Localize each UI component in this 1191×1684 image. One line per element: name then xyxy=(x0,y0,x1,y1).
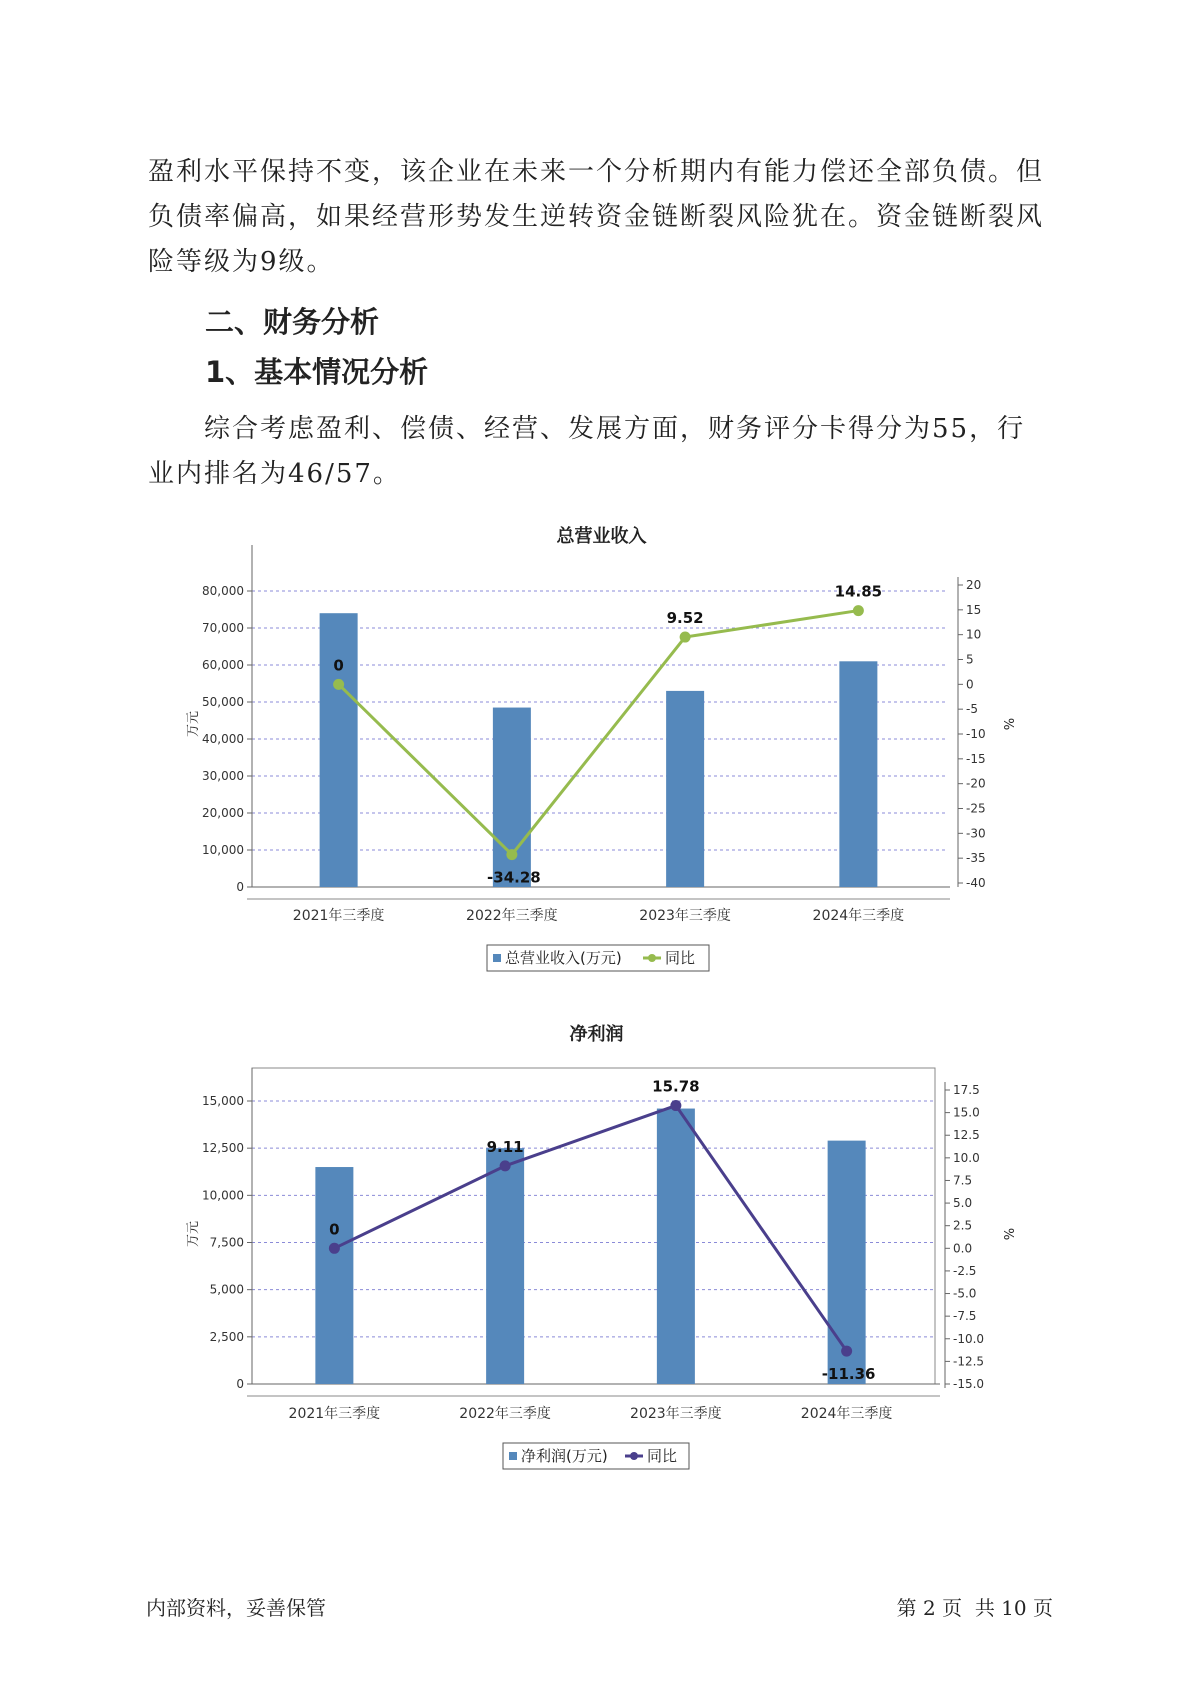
revenue-y2-tick-label: -15 xyxy=(966,751,986,766)
revenue-bar xyxy=(839,661,877,887)
profit-y2-tick-label: 10.0 xyxy=(953,1150,980,1165)
revenue-y-tick-label: 0 xyxy=(236,880,244,894)
revenue-legend-bar-swatch xyxy=(493,954,501,962)
paragraph-score: 综合考虑盈利、偿债、经营、发展方面，财务评分卡得分为55，行业内排名为46/57。 xyxy=(148,414,1026,489)
profit-x-tick-label: 2024年三季度 xyxy=(800,1406,893,1422)
revenue-y2-tick-label: -10 xyxy=(966,727,986,741)
revenue-x-tick-label: 2021年三季度 xyxy=(292,908,385,924)
profit-y2-tick-label: 0.0 xyxy=(953,1241,973,1256)
profit-legend-line-label: 同比 xyxy=(647,1447,678,1465)
revenue-legend-bar-label: 总营业收入(万元) xyxy=(505,949,622,967)
profit-y-tick-label: 10,000 xyxy=(202,1188,244,1203)
profit-y2-tick-label: 2.5 xyxy=(953,1218,973,1233)
revenue-y-tick-label: 60,000 xyxy=(202,658,244,672)
profit-y-tick-label: 7,500 xyxy=(209,1235,244,1250)
revenue-yoy-point xyxy=(680,632,691,643)
revenue-yoy-point xyxy=(853,605,864,616)
revenue-y2-tick-label: -30 xyxy=(966,826,986,841)
revenue-y-tick-label: 50,000 xyxy=(202,695,244,709)
revenue-y-tick-label: 40,000 xyxy=(202,732,244,746)
profit-y-tick-label: 12,500 xyxy=(202,1141,244,1156)
profit-legend-bar-label: 净利润(万元) xyxy=(521,1447,608,1465)
profit-chart-title: 净利润 xyxy=(569,1024,624,1045)
profit-y2-tick-label: 17.5 xyxy=(953,1083,980,1097)
revenue-legend-line-label: 同比 xyxy=(665,949,696,967)
revenue-y-tick-label: 80,000 xyxy=(202,584,244,598)
profit-y2-tick-label: 15.0 xyxy=(953,1105,980,1120)
profit-y-axis-title: 万元 xyxy=(186,1220,201,1248)
profit-x-tick-label: 2022年三季度 xyxy=(459,1406,551,1422)
revenue-y2-tick-label: 20 xyxy=(966,578,982,592)
revenue-y2-tick-label: -20 xyxy=(966,776,986,791)
revenue-y2-tick-label: 15 xyxy=(966,602,982,617)
profit-bar xyxy=(315,1167,353,1384)
revenue-chart-title: 总营业收入 xyxy=(556,526,647,547)
profit-yoy-point xyxy=(841,1346,852,1357)
revenue-y2-tick-label: 0 xyxy=(966,677,974,692)
profit-y-tick-label: 15,000 xyxy=(202,1094,244,1108)
revenue-yoy-data-label: 0 xyxy=(333,656,344,675)
profit-y-tick-label: 2,500 xyxy=(209,1329,244,1344)
revenue-y-axis-title: 万元 xyxy=(186,710,201,738)
revenue-yoy-data-label: 14.85 xyxy=(834,582,883,601)
revenue-yoy-point xyxy=(333,679,344,690)
profit-bar xyxy=(486,1148,524,1384)
subsection-heading: 1、基本情况分析 xyxy=(205,355,429,389)
revenue-y2-tick-label: -5 xyxy=(966,702,978,717)
revenue-y2-axis-title: % xyxy=(1000,717,1015,731)
net-profit-chart xyxy=(0,1018,1191,1488)
section-heading: 二、财务分析 xyxy=(205,305,380,339)
revenue-y2-tick-label: -40 xyxy=(966,876,986,890)
revenue-y2-tick-label: -25 xyxy=(966,801,986,816)
profit-y-tick-label: 0 xyxy=(236,1377,244,1391)
revenue-legend-line-marker xyxy=(648,954,656,962)
revenue-bar xyxy=(320,613,358,887)
paragraph-risk: 盈利水平保持不变，该企业在未来一个分析期内有能力偿还全部负债。但负债率偏高，如果经营形势发生逆转资金链断裂风险犹在。资金链断裂风险等级为9级。 xyxy=(148,157,1045,277)
revenue-y-tick-label: 20,000 xyxy=(202,806,244,820)
profit-y2-tick-label: -7.5 xyxy=(953,1309,977,1324)
revenue-y2-tick-label: -35 xyxy=(966,851,986,866)
profit-yoy-data-label: 9.11 xyxy=(486,1137,524,1156)
footer-confidential-note: 内部资料，妥善保管 xyxy=(146,1596,326,1620)
profit-y2-axis-title: % xyxy=(1000,1227,1015,1241)
revenue-yoy-data-label: 9.52 xyxy=(666,609,704,628)
revenue-y-tick-label: 30,000 xyxy=(202,769,244,783)
profit-y2-tick-label: -2.5 xyxy=(953,1263,977,1278)
profit-bar xyxy=(657,1109,695,1384)
profit-y2-tick-label: -12.5 xyxy=(953,1354,985,1369)
revenue-chart xyxy=(0,520,1191,980)
revenue-x-tick-label: 2023年三季度 xyxy=(639,908,731,924)
profit-yoy-data-label: -11.36 xyxy=(821,1365,876,1384)
profit-y2-tick-label: 7.5 xyxy=(953,1173,973,1188)
revenue-y2-tick-label: 10 xyxy=(966,627,982,642)
profit-yoy-point xyxy=(329,1243,340,1254)
revenue-yoy-line xyxy=(339,611,859,855)
profit-y2-tick-label: -5.0 xyxy=(953,1286,977,1301)
profit-y2-tick-label: -15.0 xyxy=(953,1377,985,1391)
profit-x-tick-label: 2023年三季度 xyxy=(630,1406,722,1422)
profit-legend-bar-swatch xyxy=(509,1452,517,1460)
revenue-y-tick-label: 10,000 xyxy=(202,843,244,857)
profit-yoy-point xyxy=(500,1160,511,1171)
profit-x-tick-label: 2021年三季度 xyxy=(288,1406,381,1422)
revenue-y-tick-label: 70,000 xyxy=(202,621,244,635)
footer-page-number: 第 2 页 共 10 页 xyxy=(896,1596,1053,1620)
revenue-x-tick-label: 2022年三季度 xyxy=(466,908,558,924)
profit-yoy-data-label: 15.78 xyxy=(652,1077,700,1096)
revenue-chart-svg xyxy=(0,520,1191,980)
profit-yoy-line xyxy=(334,1106,846,1352)
revenue-bar xyxy=(666,691,704,887)
profit-legend-line-marker xyxy=(630,1452,638,1460)
net-profit-chart-svg xyxy=(0,1018,1191,1488)
revenue-yoy-data-label: -34.28 xyxy=(487,868,541,887)
revenue-yoy-point xyxy=(506,849,517,860)
revenue-x-tick-label: 2024年三季度 xyxy=(812,908,905,924)
profit-y2-tick-label: -10.0 xyxy=(953,1331,985,1346)
profit-yoy-data-label: 0 xyxy=(329,1220,340,1239)
revenue-y2-tick-label: 5 xyxy=(966,652,974,667)
profit-yoy-point xyxy=(670,1100,681,1111)
profit-y-tick-label: 5,000 xyxy=(209,1282,244,1297)
profit-y2-tick-label: 12.5 xyxy=(953,1128,980,1143)
profit-y2-tick-label: 5.0 xyxy=(953,1196,973,1211)
